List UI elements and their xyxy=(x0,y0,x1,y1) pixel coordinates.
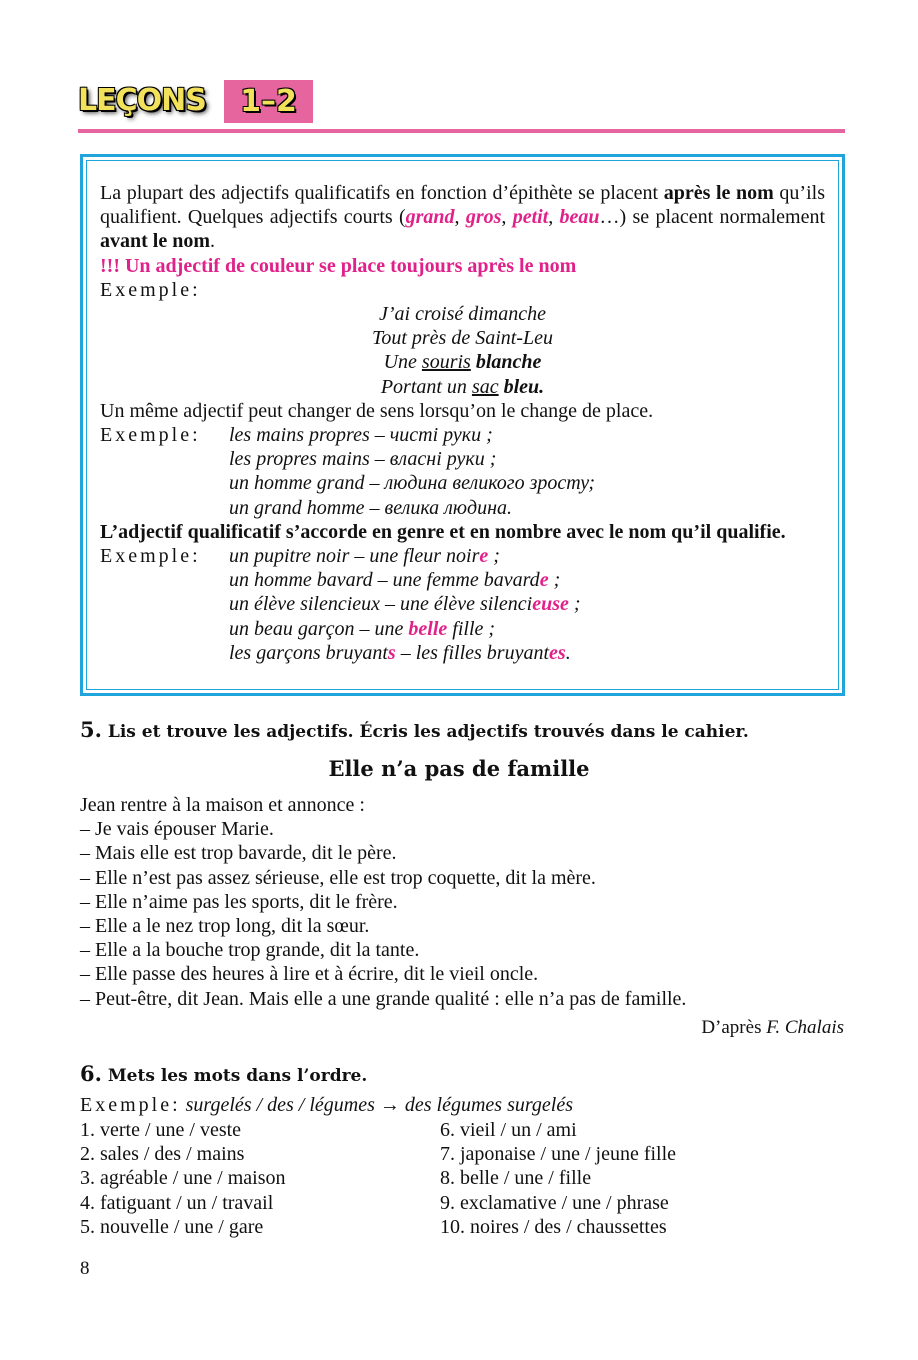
rule-sense-change: Un même adjectif peut changer de sens lorsqu’on le change de place. xyxy=(100,399,654,422)
poem-line: Tout près de Saint-Leu xyxy=(372,327,553,350)
example-line: un élève silencieux – une élève silencieuse ; xyxy=(229,593,581,616)
rule-agreement: L’adjectif qualificatif s’accorde en genre et en nombre avec le nom qu’il qualifie. xyxy=(100,520,786,543)
exercise-6-left-column xyxy=(80,1118,286,1239)
example-line: un homme grand – людина великого зросту; xyxy=(229,472,595,495)
exercise-item: 6. vieil / un / ami xyxy=(440,1119,577,1141)
lesson-number: 1–2 xyxy=(240,84,297,119)
story-line: – Elle n’est pas assez sérieuse, elle est trop coquette, dit la mère. xyxy=(80,866,596,889)
grammar-rule-content xyxy=(86,160,839,690)
example-line: les propres mains – власні руки ; xyxy=(229,448,497,471)
exercise-5-heading: 5. Lis et trouve les adjectifs. Écris les adjectifs trouvés dans le cahier. xyxy=(80,717,749,742)
page-number: 8 xyxy=(80,1258,90,1279)
story-line: – Elle passe des heures à lire et à écrire, dit le vieil oncle. xyxy=(80,963,539,986)
story-line: – Elle a le nez trop long, dit la sœur. xyxy=(80,915,370,938)
story-credit: D’après F. Chalais xyxy=(701,1017,844,1038)
example-line: un pupitre noir – une fleur noire ; xyxy=(229,545,500,568)
story-line: – Elle n’aime pas les sports, dit le frère. xyxy=(80,890,398,913)
story-text xyxy=(80,793,845,1011)
rule-paragraph-placement: La plupart des adjectifs qualificatifs en fonction d’épithète se placent après le nom qu’ils qualifient. Quelques adjectifs courts (grand, gros, petit, beau…) se placent normalement avant le nom. xyxy=(100,182,826,253)
example-label: Exemple: xyxy=(100,545,201,568)
poem-line: Une souris blanche xyxy=(383,351,542,374)
example-line: un grand homme – велика людина. xyxy=(229,496,513,519)
grammar-rule-box xyxy=(80,154,845,696)
story-line: – Je vais épouser Marie. xyxy=(80,818,274,841)
exercise-item: 3. agréable / une / maison xyxy=(80,1167,286,1190)
poem-line: Portant un sac bleu. xyxy=(380,375,545,398)
agreement-examples xyxy=(100,544,825,665)
story-line: – Elle a la bouche trop grande, dit la tante. xyxy=(80,939,420,962)
exercise-item: 9. exclamative / une / phrase xyxy=(440,1191,669,1214)
exercise-item: 4. fatiguant / un / travail xyxy=(80,1191,274,1214)
lesson-title: LEÇONS xyxy=(78,83,206,118)
header-divider xyxy=(78,129,845,133)
sense-examples xyxy=(100,423,825,520)
poem-line: J’ai croisé dimanche xyxy=(379,303,546,326)
story-line: – Peut-être, dit Jean. Mais elle a une grande qualité : elle n’a pas de famille. xyxy=(80,987,687,1010)
exercise-6-heading: 6. Mets les mots dans l’ordre. xyxy=(80,1061,368,1086)
story-line: – Mais elle est trop bavarde, dit le père. xyxy=(80,842,397,865)
exercise-item: 1. verte / une / veste xyxy=(80,1119,242,1141)
exercise-item: 7. japonaise / une / jeune fille xyxy=(440,1143,677,1166)
exercise-item: 10. noires / des / chaussettes xyxy=(440,1215,667,1238)
exercise-6-example: Exemple: surgelés / des / légumes → des légumes surgelés xyxy=(80,1094,573,1116)
example-line: les mains propres – чисті руки ; xyxy=(229,424,493,447)
story-line: Jean rentre à la maison et annonce : xyxy=(80,794,365,816)
exercise-item: 2. sales / des / mains xyxy=(80,1143,245,1166)
example-line: les garçons bruyants – les filles bruyantes. xyxy=(229,641,571,664)
exercise-item: 8. belle / une / fille xyxy=(440,1167,592,1190)
example-label: Exemple: xyxy=(100,278,201,301)
example-line: un beau garçon – une belle fille ; xyxy=(229,617,496,640)
exercise-6-right-column xyxy=(440,1118,676,1239)
example-label: Exemple: xyxy=(100,424,201,447)
color-adjective-warning: !!! Un adjectif de couleur se place toujours après le nom xyxy=(100,254,577,277)
example-line: un homme bavard – une femme bavarde ; xyxy=(229,569,561,592)
story-title: Elle n’a pas de famille xyxy=(328,756,590,781)
exercise-item: 5. nouvelle / une / gare xyxy=(80,1215,264,1238)
